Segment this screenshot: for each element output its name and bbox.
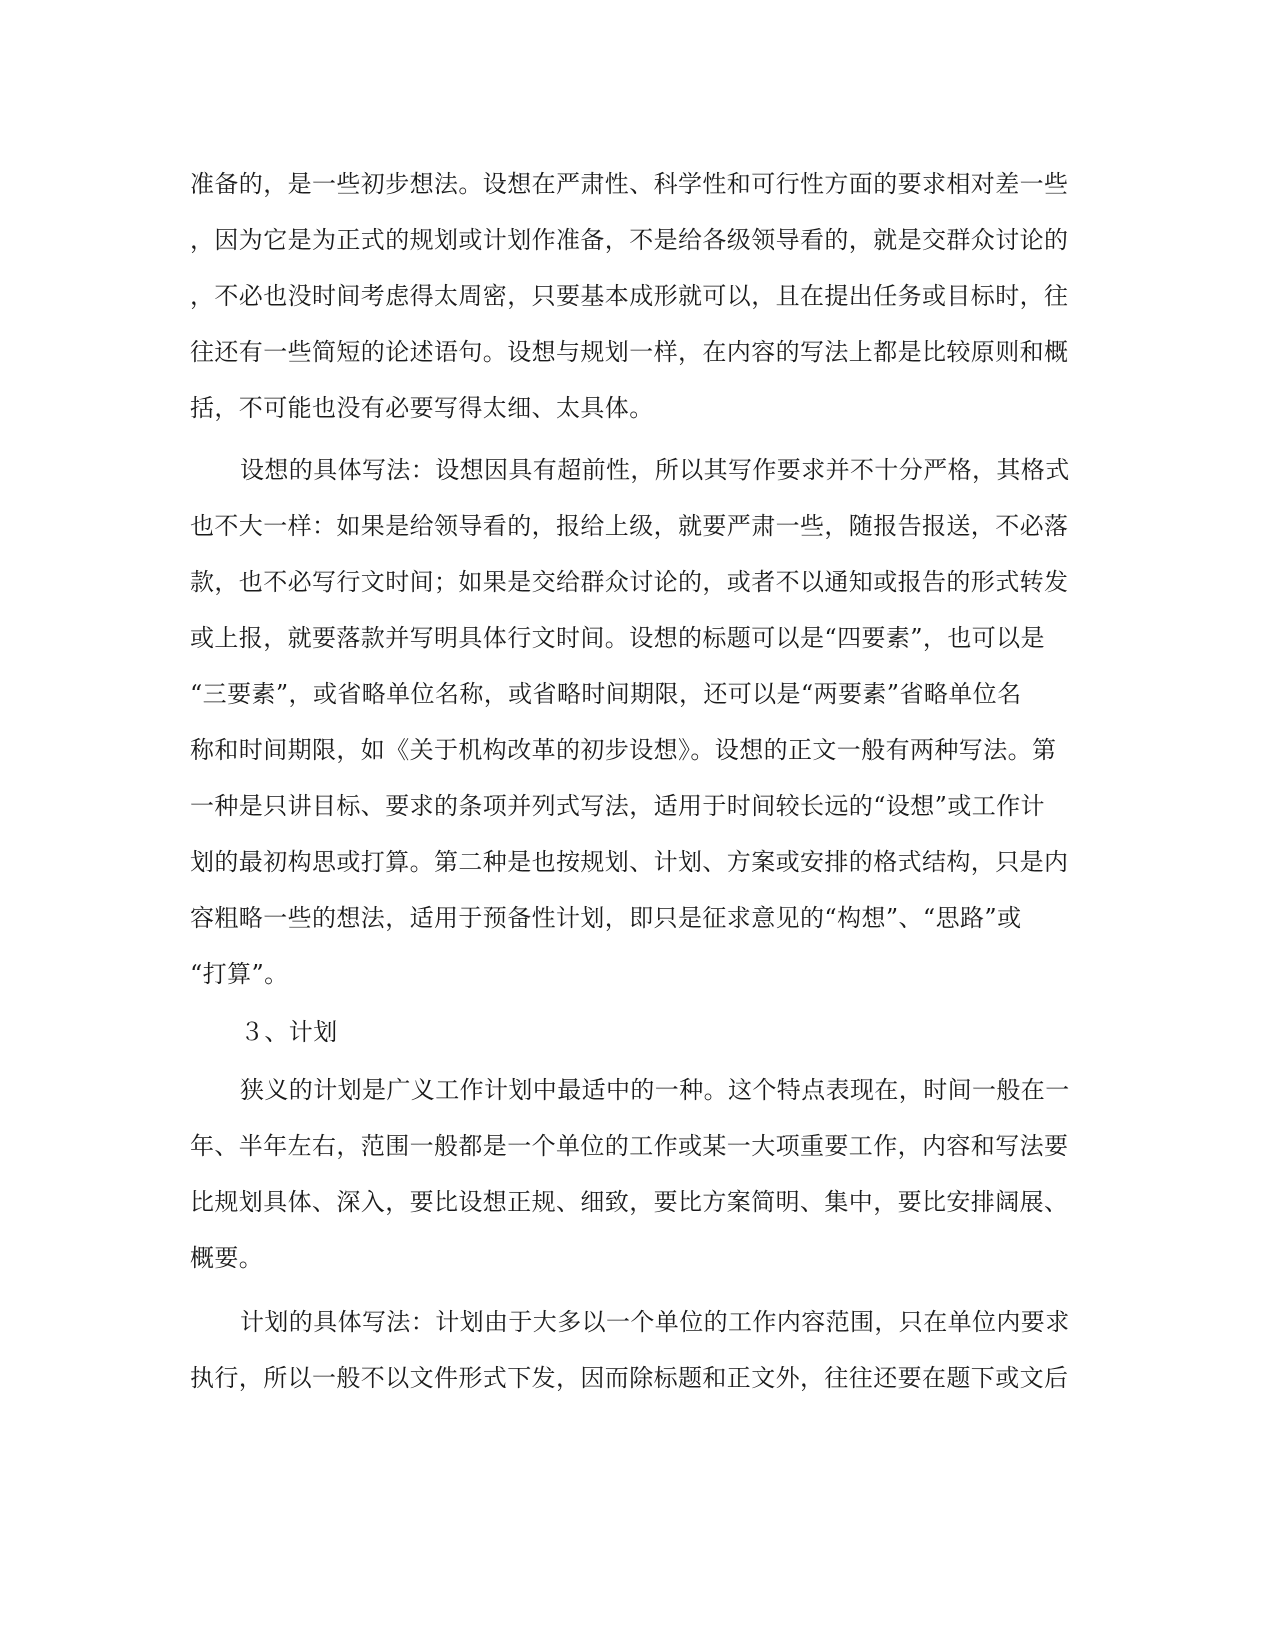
paragraph-first-line: 狭义的计划是广义工作计划中最适中的一种。这个特点表现在，时间一般在一 [240, 1076, 1070, 1104]
text-line: 执行，所以一般不以文件形式下发，因而除标题和正文外，往往还要在题下或文后 [190, 1364, 1069, 1392]
text-line: 概要。 [190, 1244, 264, 1272]
section-heading: ３、计划 [240, 1018, 338, 1046]
text-line: 款，也不必写行文时间；如果是交给群众讨论的，或者不以通知或报告的形式转发 [190, 568, 1069, 596]
text-line: 准备的，是一些初步想法。设想在严肃性、科学性和可行性方面的要求相对差一些 [190, 170, 1069, 198]
text-line: “三要素”，或省略单位名称，或省略时间期限，还可以是“两要素”省略单位名 [190, 680, 1022, 708]
text-line: 往还有一些简短的论述语句。设想与规划一样，在内容的写法上都是比较原则和概 [190, 338, 1069, 366]
text-line: 一种是只讲目标、要求的条项并列式写法，适用于时间较长远的“设想”或工作计 [190, 792, 1045, 820]
text-line: 括，不可能也没有必要写得太细、太具体。 [190, 394, 654, 422]
paragraph-first-line: 设想的具体写法：设想因具有超前性，所以其写作要求并不十分严格，其格式 [240, 456, 1070, 484]
paragraph-first-line: 计划的具体写法：计划由于大多以一个单位的工作内容范围，只在单位内要求 [240, 1308, 1070, 1336]
text-line: 容粗略一些的想法，适用于预备性计划，即只是征求意见的“构想”、“思路”或 [190, 904, 1022, 932]
text-line: 或上报，就要落款并写明具体行文时间。设想的标题可以是“四要素”，也可以是 [190, 624, 1045, 652]
text-line: 也不大一样：如果是给领导看的，报给上级，就要严肃一些，随报告报送，不必落 [190, 512, 1069, 540]
text-line: 称和时间期限，如《关于机构改革的初步设想》。设想的正文一般有两种写法。第 [190, 736, 1057, 764]
text-line: 比规划具体、深入，要比设想正规、细致，要比方案简明、集中，要比安排阔展、 [190, 1188, 1069, 1216]
text-line: 年、半年左右，范围一般都是一个单位的工作或某一大项重要工作，内容和写法要 [190, 1132, 1069, 1160]
text-line: 划的最初构思或打算。第二种是也按规划、计划、方案或安排的格式结构，只是内 [190, 848, 1069, 876]
text-line: “打算”。 [190, 960, 289, 988]
text-line: ，因为它是为正式的规划或计划作准备，不是给各级领导看的，就是交群众讨论的 [190, 226, 1069, 254]
text-line: ，不必也没时间考虑得太周密，只要基本成形就可以，且在提出任务或目标时，往 [190, 282, 1069, 310]
